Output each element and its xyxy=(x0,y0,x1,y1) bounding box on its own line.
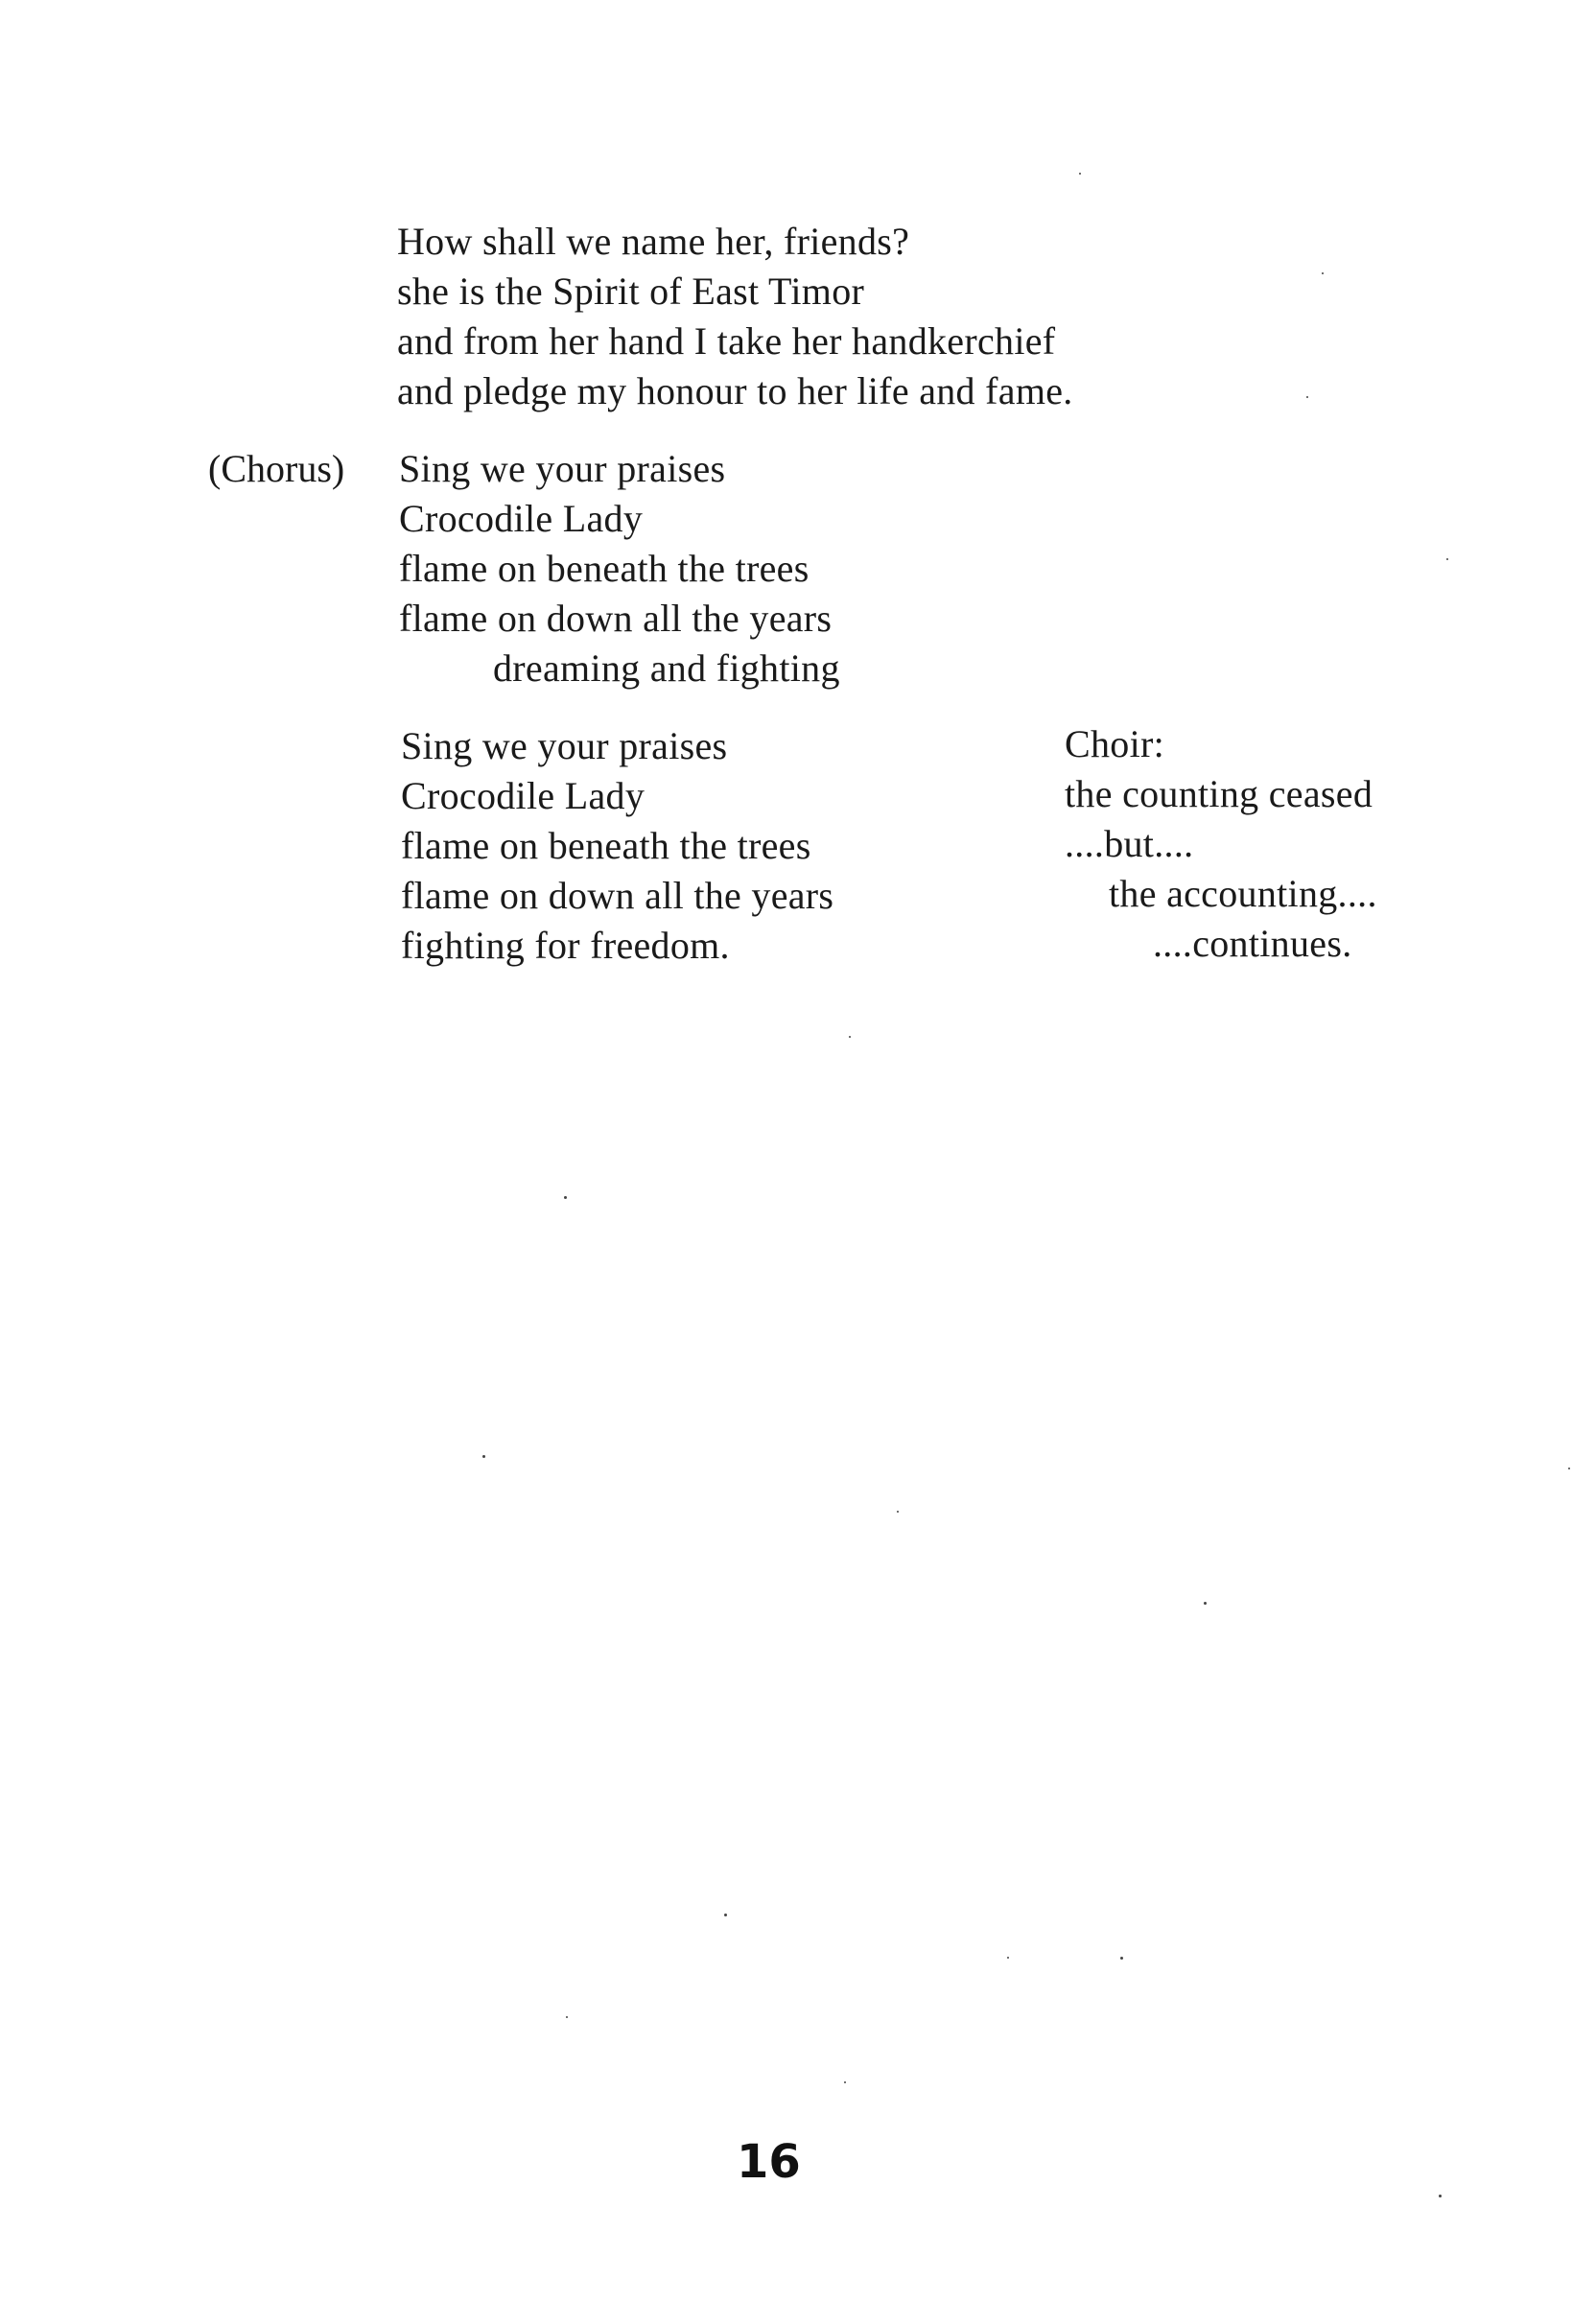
stanza-closing xyxy=(401,721,833,971)
scan-speck xyxy=(1322,272,1324,274)
scan-speck xyxy=(564,1196,567,1199)
scan-speck xyxy=(724,1914,727,1916)
stanza-verse xyxy=(397,217,1073,416)
verse-line: she is the Spirit of East Timor xyxy=(397,270,865,313)
scan-speck xyxy=(1439,2195,1442,2197)
scan-speck xyxy=(1079,173,1081,175)
verse-line: and from her hand I take her handkerchief xyxy=(397,319,1056,363)
chorus-line: flame on beneath the trees xyxy=(399,547,810,590)
verse-line: flame on down all the years xyxy=(401,874,834,917)
verse-line: flame on beneath the trees xyxy=(401,824,811,867)
scan-speck xyxy=(897,1511,899,1513)
choir-line: the counting ceased xyxy=(1065,772,1373,815)
chorus-line: Crocodile Lady xyxy=(399,497,644,540)
verse-line: How shall we name her, friends? xyxy=(397,220,910,263)
choir-line: ....continues. xyxy=(1153,922,1352,965)
page-number: 16 xyxy=(737,2135,801,2189)
chorus-line: flame on down all the years xyxy=(399,597,833,640)
scan-speck xyxy=(1306,396,1308,398)
scan-speck xyxy=(1204,1602,1207,1605)
verse-line: fighting for freedom. xyxy=(401,924,730,967)
scan-speck xyxy=(1120,1957,1123,1960)
choir-block xyxy=(1065,719,1377,969)
choir-line: the accounting.... xyxy=(1109,872,1377,915)
scan-speck xyxy=(844,2081,846,2083)
choir-line: ....but.... xyxy=(1065,822,1194,865)
verse-line: Crocodile Lady xyxy=(401,774,645,817)
chorus-line: Sing we your praises xyxy=(399,447,726,490)
scan-speck xyxy=(1568,1468,1570,1469)
scan-speck xyxy=(849,1036,851,1038)
verse-line: Sing we your praises xyxy=(401,724,728,767)
scan-speck xyxy=(1007,1957,1009,1959)
scan-speck xyxy=(566,2016,568,2018)
choir-label: Choir: xyxy=(1065,722,1165,765)
scan-speck xyxy=(1446,558,1448,560)
scan-speck xyxy=(482,1455,485,1458)
chorus-label: (Chorus) xyxy=(208,447,345,490)
chorus-line: dreaming and fighting xyxy=(493,646,840,690)
stanza-chorus xyxy=(399,444,840,693)
verse-line: and pledge my honour to her life and fame. xyxy=(397,369,1073,412)
